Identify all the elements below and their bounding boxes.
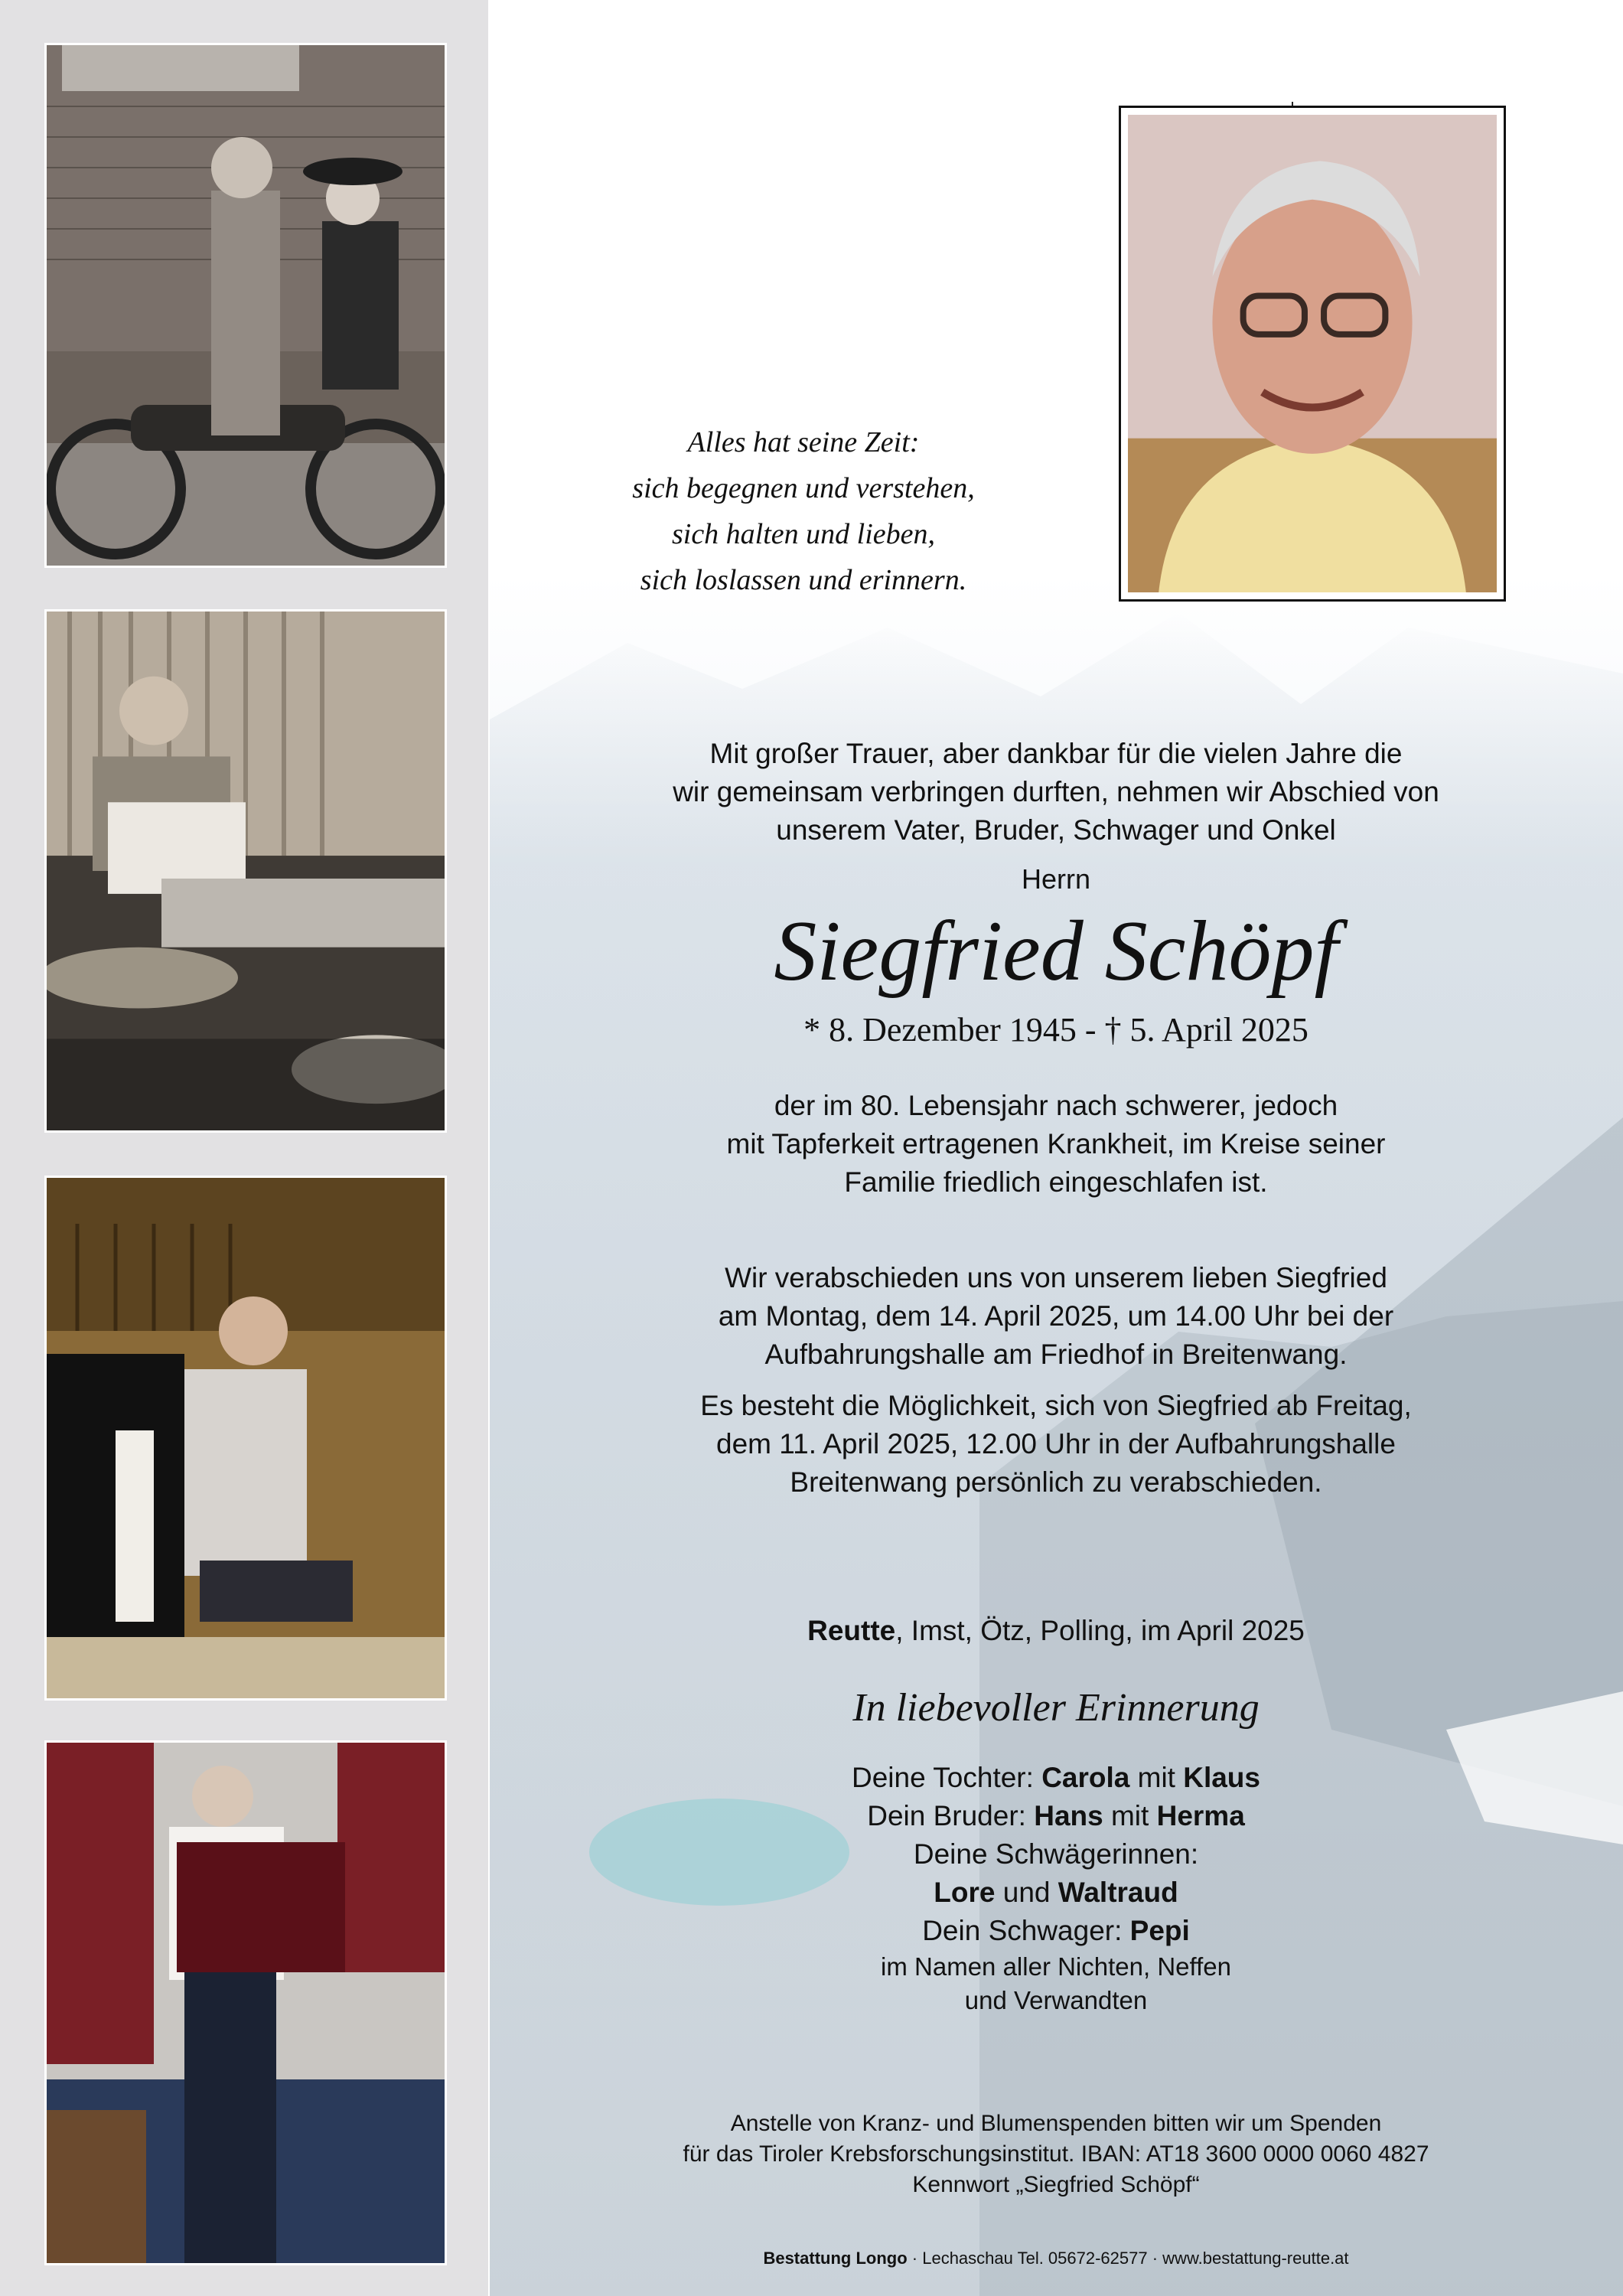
family-sisters-in-law-label: Deine Schwägerinnen:: [913, 1838, 1199, 1870]
farewell-line: Wir verabschieden uns von unserem lieben Siegfried: [725, 1262, 1387, 1293]
intro-line: unserem Vater, Bruder, Schwager und Onkel: [776, 814, 1336, 846]
details-line: mit Tapferkeit ertragenen Krankheit, im Kreise seiner: [726, 1128, 1386, 1159]
deceased-name: Siegfried Schöpf: [774, 904, 1338, 999]
family-sisters-in-law: Lore und Waltraud: [934, 1877, 1178, 1908]
piano-photo: [44, 1176, 447, 1701]
family-closing: im Namen aller Nichten, Neffen: [881, 1952, 1231, 1981]
family-closing: und Verwandten: [964, 1986, 1148, 2014]
band-photo: [44, 609, 447, 1133]
quote: [574, 419, 1033, 603]
donation-line: für das Tiroler Krebsforschungsinstitut. IBAN: AT18 3600 0000 0060 4827: [683, 2141, 1429, 2167]
photo-strip: [0, 0, 488, 2296]
farewell-line: Aufbahrungshalle am Friedhof in Breitenwang.: [764, 1339, 1348, 1370]
farewell-line: dem 11. April 2025, 12.00 Uhr in der Aufbahrungshalle: [716, 1428, 1396, 1459]
death-details: [597, 1087, 1515, 1202]
details-line: Familie friedlich eingeschlafen ist.: [844, 1166, 1268, 1198]
family-daughter: Deine Tochter: Carola mit Klaus: [852, 1762, 1260, 1793]
farewell-line: Es besteht die Möglichkeit, sich von Siegfried ab Freitag,: [700, 1390, 1412, 1421]
intro-line: Mit großer Trauer, aber dankbar für die vielen Jahre die: [709, 738, 1403, 769]
quote-line: sich loslassen und erinnern.: [640, 564, 967, 596]
quote-line: Alles hat seine Zeit:: [687, 426, 920, 458]
footer-sep: ·: [1147, 2249, 1163, 2268]
footer-phone: Lechaschau Tel. 05672-62577: [922, 2249, 1148, 2268]
viewing-info: [597, 1387, 1515, 1502]
footer: [597, 2249, 1515, 2268]
place-date: [597, 1615, 1515, 1647]
footer-company: Bestattung Longo: [763, 2249, 908, 2268]
footer-website[interactable]: www.bestattung-reutte.at: [1162, 2249, 1349, 2268]
details-line: der im 80. Lebensjahr nach schwerer, jedoch: [774, 1090, 1338, 1121]
family-brother: Dein Bruder: Hans mit Herma: [867, 1800, 1245, 1831]
place-town: Reutte: [807, 1615, 896, 1646]
funeral-info: [597, 1259, 1515, 1374]
motorcycle-photo: [44, 43, 447, 568]
portrait-frame: [1119, 106, 1506, 602]
salutation: Herrn: [1021, 863, 1091, 895]
donation-line: Kennwort „Siegfried Schöpf“: [912, 2172, 1200, 2197]
footer-sep: ·: [907, 2249, 923, 2268]
family-list: [597, 1759, 1515, 2017]
life-dates: * 8. Dezember 1945 - † 5. April 2025: [803, 1011, 1309, 1049]
intro-text: [597, 735, 1515, 850]
quote-line: sich begegnen und verstehen,: [632, 472, 975, 504]
place-rest: , Imst, Ötz, Polling, im April 2025: [895, 1615, 1305, 1646]
accordion-photo: [44, 1740, 447, 2265]
donation-notice: [597, 2108, 1515, 2200]
intro-line: wir gemeinsam verbringen durften, nehmen wir Abschied von: [673, 776, 1439, 807]
remembrance-heading: In liebevoller Erinnerung: [852, 1686, 1260, 1730]
portrait-photo: [1128, 115, 1497, 592]
donation-line: Anstelle von Kranz- und Blumenspenden bitten wir um Spenden: [730, 2111, 1382, 2136]
family-brother-in-law: Dein Schwager: Pepi: [922, 1915, 1190, 1946]
quote-line: sich halten und lieben,: [671, 518, 936, 550]
farewell-line: Breitenwang persönlich zu verabschieden.: [790, 1466, 1322, 1498]
farewell-line: am Montag, dem 14. April 2025, um 14.00 Uhr bei der: [718, 1300, 1394, 1332]
